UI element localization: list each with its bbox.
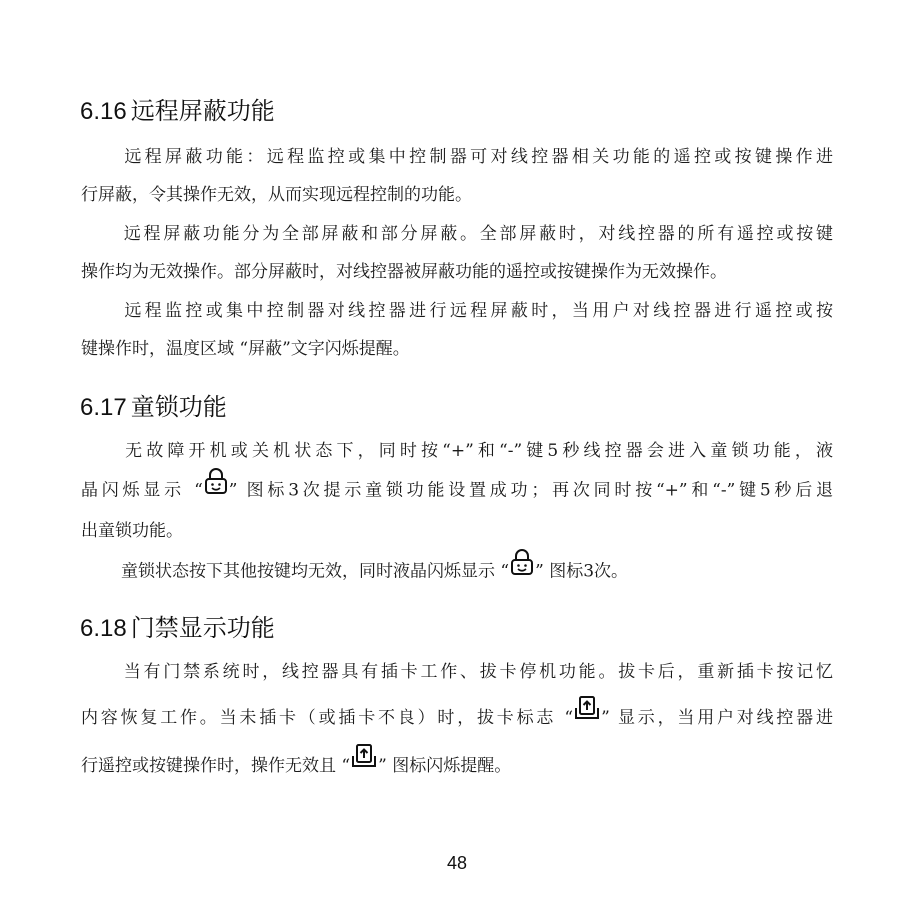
section-heading-6-18 — [80, 613, 275, 644]
text-line: 行屏蔽，令其操作无效，从而实现远程控制的功能。 — [81, 185, 472, 205]
text-line: 出童锁功能。 — [81, 521, 183, 541]
text-line: 操作均为无效操作。部分屏蔽时，对线控器被屏蔽功能的遥控或按键操作为无效操作。 — [81, 262, 727, 282]
text-line: 晶闪烁显示 “ ” 图标3次提示童锁功能设置成功；再次同时按“+”和“-”键5秒后退 — [81, 470, 833, 512]
paragraph-remote-shield-intro — [81, 138, 833, 214]
text-line: 远程屏蔽功能分为全部屏蔽和部分屏蔽。全部屏蔽时，对线控器的所有遥控或按键 — [121, 224, 833, 244]
section-title: 门禁显示功能 — [130, 614, 275, 642]
paragraph-door-access — [81, 652, 833, 788]
text-line: 无故障开机或关机状态下，同时按“+”和“-”键5秒线控器会进入童锁功能，液 — [121, 441, 833, 461]
paragraph-remote-shield-alert — [81, 292, 833, 368]
section-title: 远程屏蔽功能 — [130, 97, 275, 125]
text-line: 当有门禁系统时，线控器具有插卡工作、拔卡停机功能。拔卡后，重新插卡按记忆 — [121, 662, 833, 682]
text-line: 内容恢复工作。当未插卡（或插卡不良）时，拔卡标志 “ ” 显示，当用户对线控器进 — [81, 697, 833, 740]
section-number: 6.16 — [80, 98, 127, 125]
paragraph-remote-shield-types — [81, 215, 833, 291]
page-number: 48 — [446, 853, 468, 873]
child-lock-icon — [509, 548, 535, 590]
section-number: 6.18 — [80, 615, 127, 642]
text-line: 行遥控或按键操作时，操作无效且 “ ” 图标闪烁提醒。 — [81, 745, 833, 788]
text-line: 键操作时，温度区域 “屏蔽”文字闪烁提醒。 — [81, 339, 410, 359]
child-lock-icon — [203, 467, 229, 509]
section-title: 童锁功能 — [130, 393, 227, 421]
text-line: 远程屏蔽功能：远程监控或集中控制器可对线控器相关功能的遥控或按键操作进 — [121, 147, 833, 167]
paragraph-child-lock-state — [81, 551, 833, 593]
card-removed-icon — [350, 742, 378, 785]
card-removed-icon — [573, 694, 601, 737]
paragraph-child-lock — [81, 432, 833, 550]
section-heading-6-16 — [80, 96, 275, 127]
section-heading-6-17 — [80, 392, 227, 423]
text-line: 远程监控或集中控制器对线控器进行远程屏蔽时，当用户对线控器进行遥控或按 — [121, 301, 833, 321]
text-line: 童锁状态按下其他按键均无效，同时液晶闪烁显示 “ ” 图标3次。 — [81, 551, 833, 593]
section-number: 6.17 — [80, 394, 127, 421]
